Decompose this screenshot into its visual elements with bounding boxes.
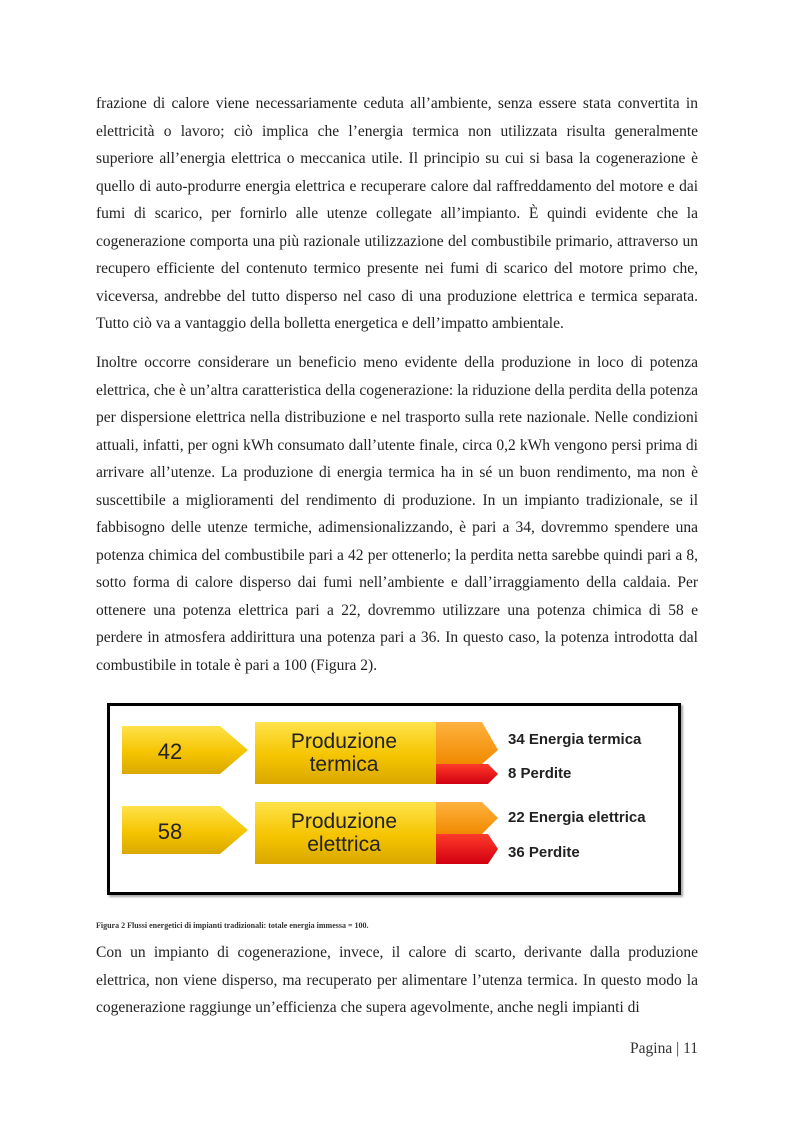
input-value-42: 42 xyxy=(157,739,183,764)
loss-arrow-electric xyxy=(436,834,498,864)
output-label-perdite-8: 8 Perdite xyxy=(508,765,572,782)
process-label-produzione-1: Produzione xyxy=(290,730,398,753)
flow-row-thermal xyxy=(122,722,642,784)
input-arrow-58 xyxy=(122,806,248,854)
loss-arrow-thermal xyxy=(436,764,498,784)
body-paragraph-3: Con un impianto di cogenerazione, invece, il calore di scarto, derivante dalla produzione elettrica, non viene disperso, ma recuperato per alimentare l’utenza termica. In questo modo la cogenerazione raggiunge un’efficienza che supera agevolmente, anche negli impianti di xyxy=(96,944,698,1016)
flow-row-electric xyxy=(122,802,646,864)
body-paragraph-1: frazione di calore viene necessariamente ceduta all’ambiente, senza essere stata convertita in elettricità o lavoro; ciò implica che l’energia termica non utilizzata risulta generalmente superiore all’energia elettrica o meccanica utile. Il principio su cui si basa la cogenerazione è quello di auto-produrre energia elettrica e recuperare calore dal raffreddamento del motore e dai fumi di scarico, per fornirlo alle utenze collegate all’impianto. È quindi evidente che la cogenerazione comporta una più razionale utilizzazione del combustibile primario, attraverso un recupero efficiente del contenuto termico presente nei fumi di scarico del motore primo che, viceversa, andrebbe del tutto disperso nel caso di una produzione elettrica e termica separata. Tutto ciò va a vantaggio della bolletta energetica e dell’impatto ambientale. xyxy=(96,95,698,332)
input-value-58: 58 xyxy=(157,819,183,844)
output-arrow-electricity xyxy=(436,802,498,834)
input-arrow-42 xyxy=(122,726,248,774)
figure-caption: Figura 2 Flussi energetici di impianti tradizionali: totale energia immessa = 100. xyxy=(96,921,369,930)
output-label-energia-termica: 34 Energia termica xyxy=(508,731,642,748)
figure-energy-flows xyxy=(107,703,681,895)
process-label-termica: termica xyxy=(309,753,379,776)
body-paragraph-2: Inoltre occorre considerare un beneficio meno evidente della produzione in loco di potenza elettrica, che è un’altra caratteristica della cogenerazione: la riduzione della perdita della potenza per dispersione elettrica nella distribuzione e nel trasporto sulla rete nazionale. Nelle condizioni attuali, infatti, per ogni kWh consumato dall’utente finale, circa 0,2 kWh vengono persi prima di arrivare all’utenze. La produzione di energia termica ha in sé un buon rendimento, ma non è suscettibile a miglioramenti del rendimento di produzione. In un impianto tradizionale, se il fabbisogno delle utenze termiche, adimensionalizzando, è pari a 34, dovremmo spendere una potenza chimica del combustibile pari a 42 per ottenerlo; la perdita netta sarebbe quindi pari a 8, sotto forma di calore disperso dai fumi nell’ambiente e dall’irraggiamento della caldaia. Per ottenere una potenza elettrica pari a 22, dovremmo utilizzare una potenza chimica di 58 e perdere in atmosfera addirittura una potenza pari a 36. In questo caso, la potenza introdotta dal combustibile in totale è pari a 100 (Figura 2). xyxy=(96,354,698,674)
output-label-energia-elettrica: 22 Energia elettrica xyxy=(508,809,646,826)
process-label-produzione-2: Produzione xyxy=(290,810,398,833)
page-number: Pagina | 11 xyxy=(630,1040,698,1057)
process-label-elettrica: elettrica xyxy=(307,833,381,856)
output-label-perdite-36: 36 Perdite xyxy=(508,844,580,861)
output-arrow-heat xyxy=(436,722,498,764)
